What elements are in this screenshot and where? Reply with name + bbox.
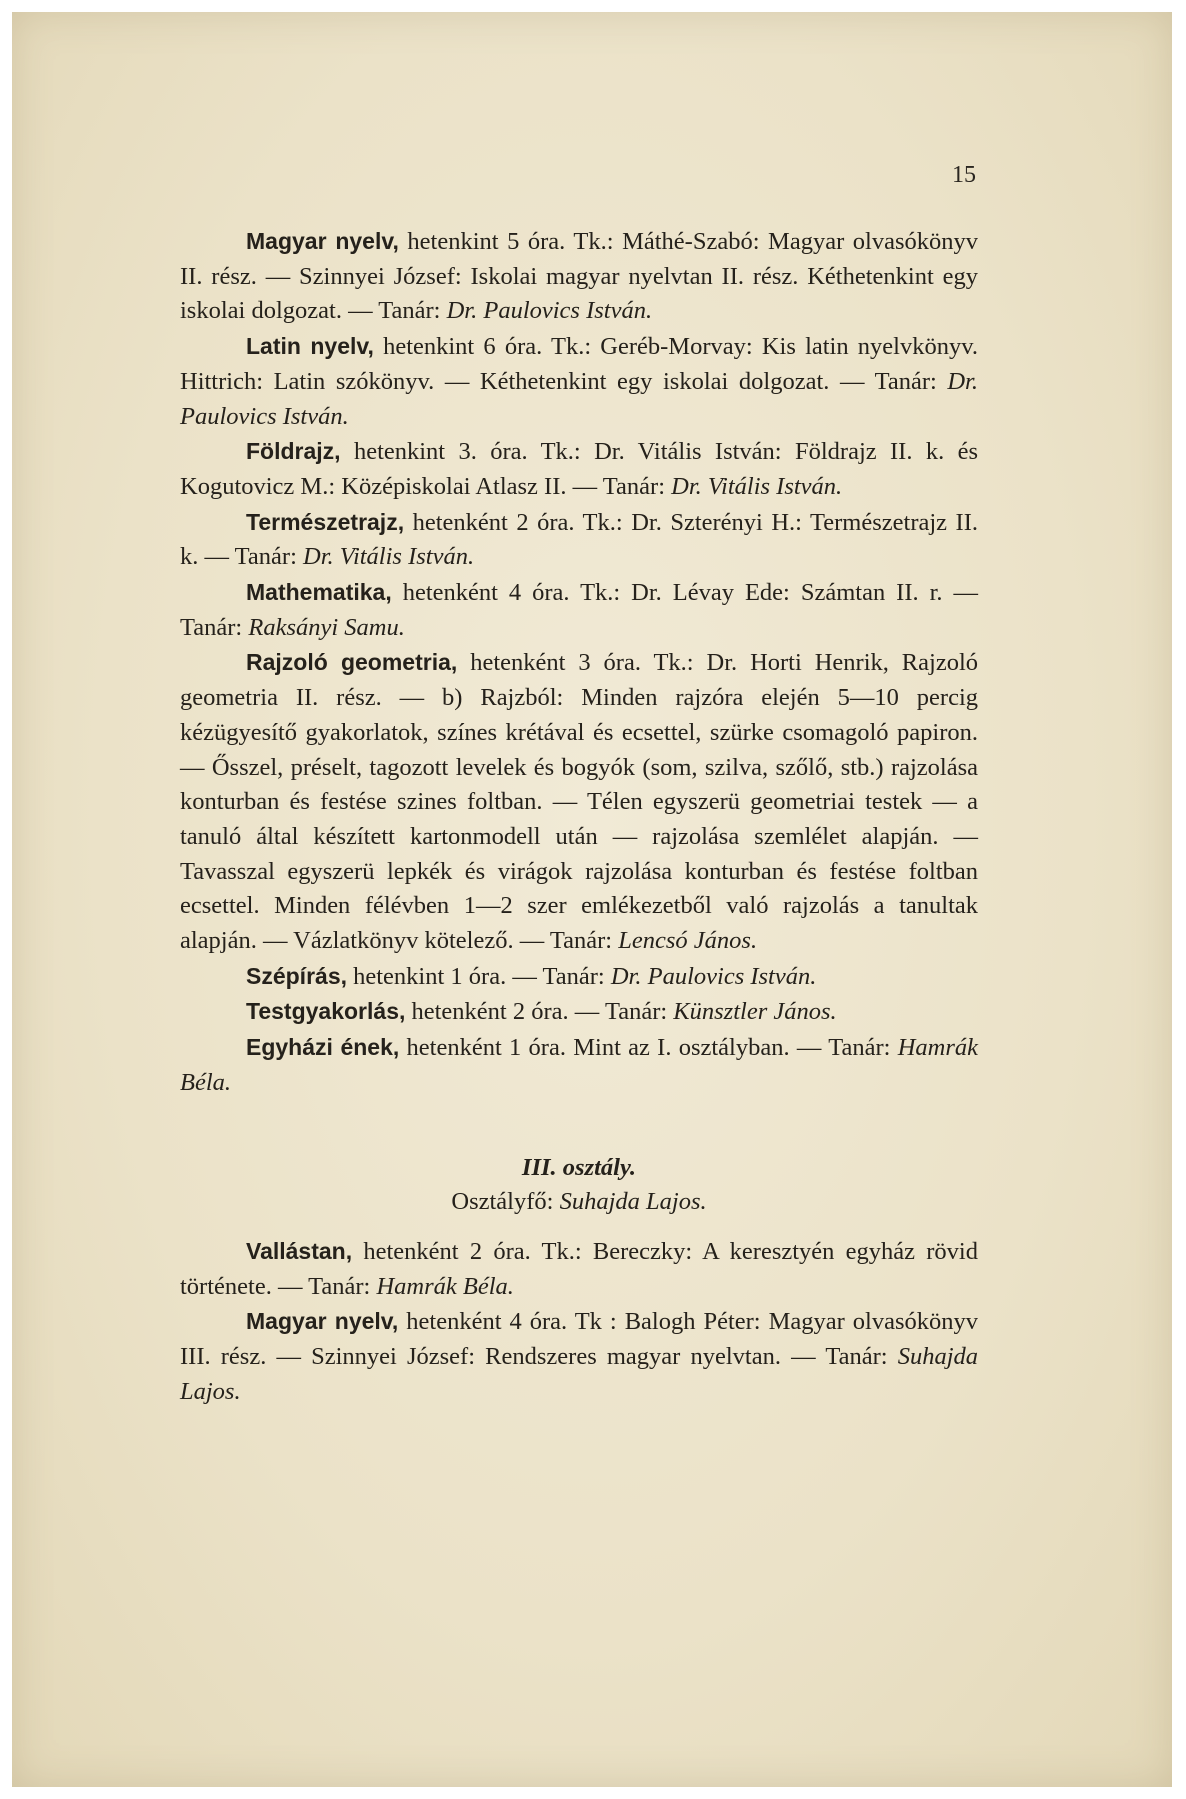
paragraph-egyhazi-enek (180, 1030, 978, 1100)
paragraph-body: hetenkint 1 óra. — Tanár: (347, 962, 611, 990)
body-text (180, 224, 978, 1410)
teacher-name: Dr. Paulovics István. (446, 297, 653, 325)
class-head-label: Osztályfő: (451, 1188, 560, 1216)
teacher-name: Künsztler János. (673, 998, 837, 1026)
teacher-name: Dr. Vitális István. (303, 543, 475, 571)
paragraph-magyar-iii (180, 1304, 978, 1409)
section-title: III. osztály. (521, 1153, 637, 1181)
paragraph-foldrajz (180, 434, 978, 504)
teacher-name: Hamrák Béla. (180, 1034, 978, 1096)
subject-heading: Testgyakorlás, (246, 998, 406, 1025)
subject-heading: Földrajz, (246, 438, 341, 465)
teacher-name: Raksányi Samu. (248, 613, 405, 641)
paragraph-body: hetenként 4 óra. Tk.: Dr. Lévay Ede: Számtan II. r. — Tanár: (180, 579, 978, 641)
paragraph-testgyakorlas (180, 994, 978, 1030)
paragraph-latin (180, 329, 978, 434)
paragraph-body: hetenkint 6 óra. Tk.: Geréb-Morvay: Kis latin nyelvkönyv. Hittrich: Latin szókönyv. — Kéthetenkint egy iskolai dolgozat. — Tanár: (180, 333, 979, 395)
teacher-name: Suhajda Lajos. (180, 1343, 978, 1405)
paragraph-body: hetenként 2 óra. — Tanár: (405, 998, 674, 1026)
subject-heading: Magyar nyelv, (246, 228, 399, 254)
teacher-name: Dr. Vitális István. (671, 472, 843, 500)
paragraph-vallastan (180, 1234, 978, 1304)
paragraph-rajzolo (180, 645, 978, 958)
paragraph-magyar (180, 224, 978, 329)
paragraph-termeszetrajz (180, 505, 978, 575)
subject-heading: Szépírás, (246, 962, 347, 989)
paragraph-body: hetenként 2 óra. Tk.: Bereczky: A keresztyén egyház rövid története. — Tanár: (180, 1237, 978, 1300)
paragraph-mathematika (180, 575, 978, 645)
subject-heading: Magyar nyelv, (246, 1308, 399, 1335)
page (12, 12, 1172, 1787)
teacher-name: Hamrák Béla. (376, 1272, 514, 1300)
paragraph-body: hetenkint 3. óra. Tk.: Dr. Vitális István: Földrajz II. k. és Kogutovicz M.: Középiskolai Atlasz II. — Tanár: (180, 438, 978, 500)
paragraph-body: hetenként 3 óra. Tk.: Dr. Horti Henrik, Rajzoló geometria II. rész. — b) Rajzból: Minden rajzóra elején 5—10 percig kézügyesítő gyakorlatok, színes krétával és ecsettel, szürke csomagoló papiron. — Ősszel, préselt, tagozott levelek és bogyók (som, szilva, szőlő, stb.) rajzolása konturban és festése szines foltban. — Télen egyszerü geometriai testek — a tanuló által készített kartonmodell után — rajzolása szemlélet alapján. — Tavasszal egyszerü lepkék és virágok rajzolása konturban és festése foltban ecsettel. Minden félévben 1—2 szer emlékezetből való rajzolás a tanultak alapján. — Vázlatkönyv kötelező. — Tanár: (180, 649, 979, 955)
teacher-name: Dr. Paulovics István. (610, 962, 817, 990)
class-head-name: Suhajda Lajos. (559, 1188, 707, 1216)
paragraph-body: hetenkint 5 óra. Tk.: Máthé-Szabó: Magyar olvasókönyv II. rész. — Szinnyei József: Iskolai magyar nyelvtan II. rész. Kéthetenkint egy iskolai dolgozat. — Tanár: (180, 228, 978, 325)
page-number: 15 (952, 162, 976, 188)
paragraph-body: hetenként 1 óra. Mint az I. osztályban. — Tanár: (399, 1034, 898, 1062)
subject-heading: Egyházi ének, (246, 1034, 400, 1061)
paragraph-body: hetenként 2 óra. Tk.: Dr. Szterényi H.: Természetrajz II. k. — Tanár: (180, 508, 978, 571)
teacher-name: Dr. Paulovics István. (180, 367, 978, 430)
subject-heading: Rajzoló geometria, (246, 649, 458, 676)
subject-heading: Természetrajz, (246, 508, 405, 535)
subject-heading: Mathematika, (246, 579, 392, 606)
class-head (180, 1185, 978, 1220)
subject-heading: Latin nyelv, (246, 333, 374, 360)
paragraph-body: hetenként 4 óra. Tk : Balogh Péter: Magyar olvasókönyv III. rész. — Szinnyei József: Rendszeres magyar nyelvtan. — Tanár: (180, 1308, 978, 1371)
paragraph-szepiras (180, 959, 978, 995)
subject-heading: Vallástan, (246, 1237, 353, 1264)
teacher-name: Lencsó János. (618, 927, 758, 955)
